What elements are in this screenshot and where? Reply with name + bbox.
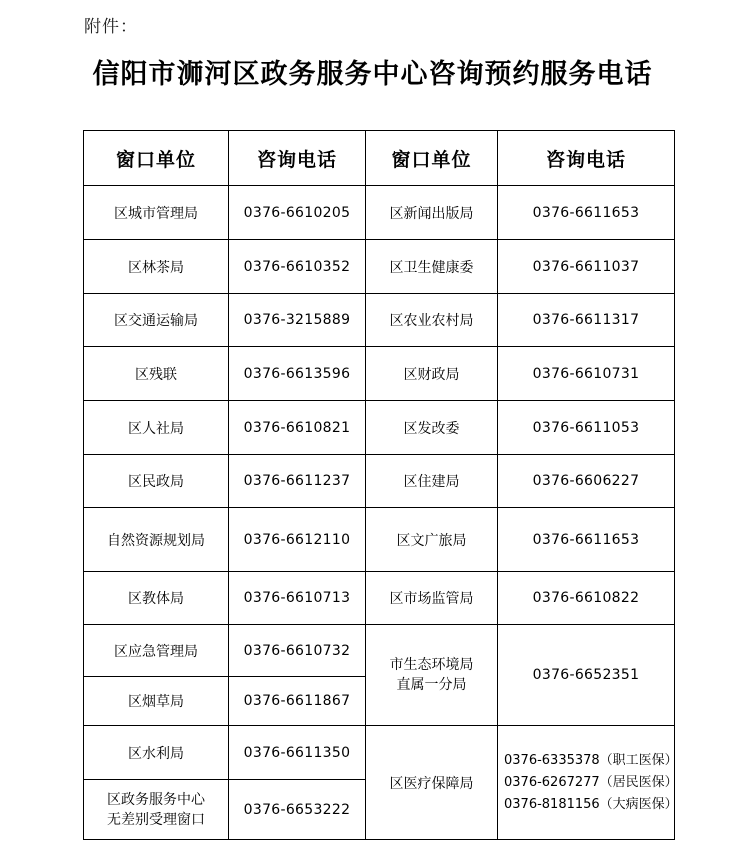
phone-cell: 0376-6611653 xyxy=(498,508,675,572)
unit-cell: 区市场监管局 xyxy=(366,572,498,625)
unit-cell: 区农业农村局 xyxy=(366,294,498,347)
phone-cell: 0376-6610713 xyxy=(229,572,366,625)
phone-cell: 0376-3215889 xyxy=(229,294,366,347)
unit-cell: 自然资源规划局 xyxy=(84,508,229,572)
unit-cell: 区林茶局 xyxy=(84,240,229,294)
unit-cell: 区发改委 xyxy=(366,401,498,455)
phone-cell: 0376-6611350 xyxy=(229,726,366,780)
page-title: 信阳市浉河区政务服务中心咨询预约服务电话 xyxy=(92,59,653,90)
unit-cell: 区烟草局 xyxy=(84,677,229,726)
table-row xyxy=(84,572,675,625)
phone-cell: 0376-6611867 xyxy=(229,677,366,726)
attachment-label: 附件： xyxy=(84,17,138,37)
unit-line: 市生态环境局 xyxy=(389,657,474,673)
phone-cell: 0376-6611653 xyxy=(498,186,675,240)
unit-cell: 区残联 xyxy=(84,347,229,401)
table-row xyxy=(84,347,675,401)
unit-cell: 区城市管理局 xyxy=(84,186,229,240)
unit-cell: 区教体局 xyxy=(84,572,229,625)
phone-cell-merged xyxy=(498,726,678,840)
header-phone-left: 咨询电话 xyxy=(229,131,366,186)
phone-cell: 0376-6610822 xyxy=(498,572,675,625)
header-unit-right: 窗口单位 xyxy=(366,131,498,186)
unit-cell: 区文广旅局 xyxy=(366,508,498,572)
phone-cell: 0376-6610731 xyxy=(498,347,675,401)
unit-cell: 区新闻出版局 xyxy=(366,186,498,240)
header-phone-right: 咨询电话 xyxy=(498,131,675,186)
unit-cell xyxy=(84,780,229,840)
phone-cell: 0376-6606227 xyxy=(498,455,675,508)
table-row xyxy=(84,625,675,677)
table-row xyxy=(84,508,675,572)
table-row xyxy=(84,726,675,780)
unit-cell: 区交通运输局 xyxy=(84,294,229,347)
phone-line: 0376-6335378（职工医保） xyxy=(504,752,678,768)
header-unit-left: 窗口单位 xyxy=(84,131,229,186)
table-row xyxy=(84,455,675,508)
phone-cell: 0376-6612110 xyxy=(229,508,366,572)
phone-cell: 0376-6611317 xyxy=(498,294,675,347)
unit-cell: 区财政局 xyxy=(366,347,498,401)
header-row xyxy=(84,131,675,186)
phone-cell: 0376-6610821 xyxy=(229,401,366,455)
unit-line: 直属一分局 xyxy=(396,677,467,693)
unit-cell: 区民政局 xyxy=(84,455,229,508)
table-row xyxy=(84,240,675,294)
phone-line: 0376-6267277（居民医保） xyxy=(504,774,678,790)
service-phone-table xyxy=(83,130,678,840)
table-row xyxy=(84,401,675,455)
phone-cell-merged: 0376-6652351 xyxy=(498,625,675,726)
unit-line: 无差别受理窗口 xyxy=(107,811,205,828)
phone-cell: 0376-6611053 xyxy=(498,401,675,455)
unit-cell: 区住建局 xyxy=(366,455,498,508)
phone-cell: 0376-6611037 xyxy=(498,240,675,294)
unit-cell: 区水利局 xyxy=(84,726,229,780)
unit-cell-merged xyxy=(366,625,498,726)
table-row xyxy=(84,186,675,240)
phone-cell: 0376-6653222 xyxy=(229,780,366,840)
phone-cell: 0376-6613596 xyxy=(229,347,366,401)
phone-cell: 0376-6611237 xyxy=(229,455,366,508)
unit-line: 区政务服务中心 xyxy=(107,791,205,808)
phone-cell: 0376-6610352 xyxy=(229,240,366,294)
phone-line: 0376-8181156（大病医保） xyxy=(504,796,678,812)
unit-cell: 区人社局 xyxy=(84,401,229,455)
unit-cell: 区卫生健康委 xyxy=(366,240,498,294)
unit-cell-merged: 区医疗保障局 xyxy=(366,726,498,840)
phone-cell: 0376-6610205 xyxy=(229,186,366,240)
phone-cell: 0376-6610732 xyxy=(229,625,366,677)
unit-cell: 区应急管理局 xyxy=(84,625,229,677)
table-row xyxy=(84,294,675,347)
